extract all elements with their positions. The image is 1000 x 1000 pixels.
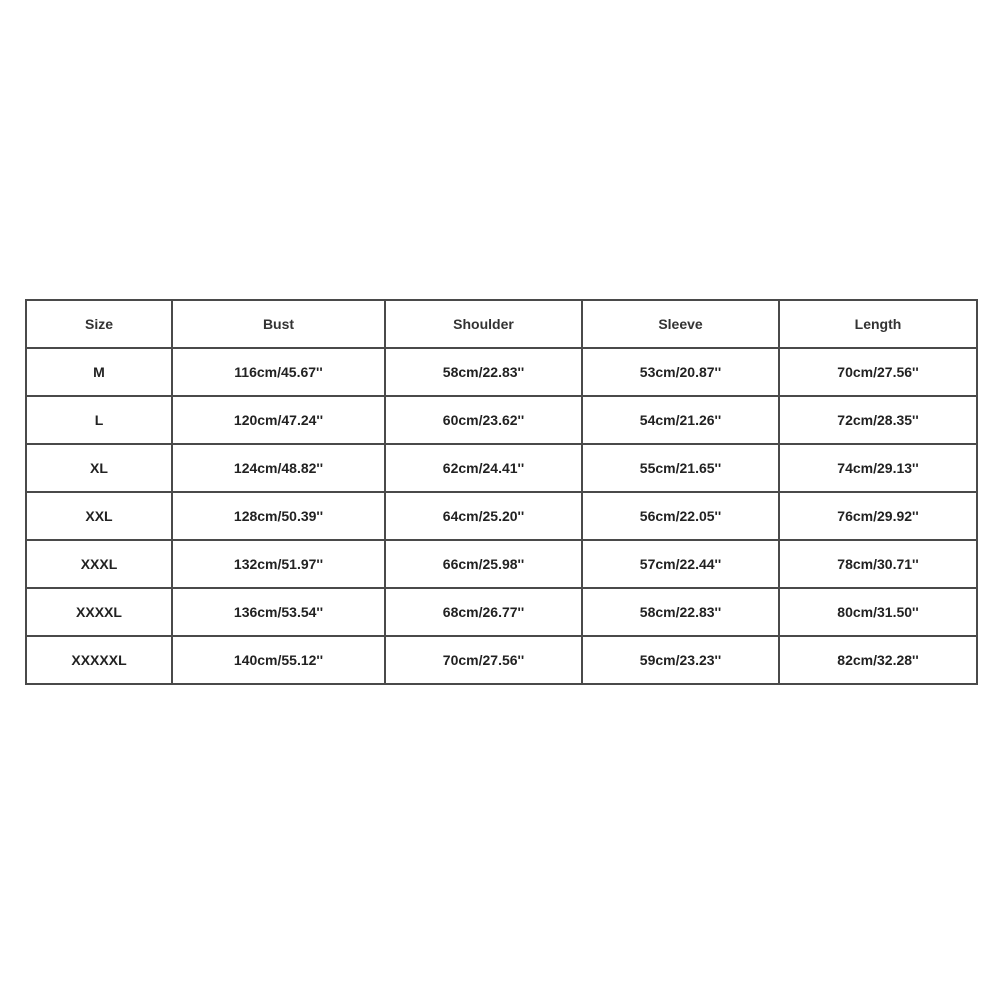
cell-size: L: [26, 396, 172, 444]
cell-bust: 120cm/47.24'': [172, 396, 385, 444]
cell-length: 72cm/28.35'': [779, 396, 977, 444]
cell-bust: 124cm/48.82'': [172, 444, 385, 492]
cell-size: XXXL: [26, 540, 172, 588]
table-row: [26, 540, 977, 588]
table-row: [26, 588, 977, 636]
table-row: [26, 444, 977, 492]
cell-length: 70cm/27.56'': [779, 348, 977, 396]
table-row: [26, 348, 977, 396]
cell-bust: 136cm/53.54'': [172, 588, 385, 636]
cell-sleeve: 55cm/21.65'': [582, 444, 779, 492]
cell-sleeve: 58cm/22.83'': [582, 588, 779, 636]
cell-sleeve: 54cm/21.26'': [582, 396, 779, 444]
cell-shoulder: 58cm/22.83'': [385, 348, 582, 396]
header-sleeve: Sleeve: [582, 300, 779, 348]
cell-sleeve: 59cm/23.23'': [582, 636, 779, 684]
cell-bust: 132cm/51.97'': [172, 540, 385, 588]
cell-bust: 128cm/50.39'': [172, 492, 385, 540]
cell-size: M: [26, 348, 172, 396]
cell-length: 82cm/32.28'': [779, 636, 977, 684]
cell-bust: 140cm/55.12'': [172, 636, 385, 684]
cell-length: 76cm/29.92'': [779, 492, 977, 540]
cell-length: 80cm/31.50'': [779, 588, 977, 636]
size-chart-table: [25, 299, 978, 685]
table-header-row: [26, 300, 977, 348]
header-shoulder: Shoulder: [385, 300, 582, 348]
cell-shoulder: 62cm/24.41'': [385, 444, 582, 492]
cell-shoulder: 64cm/25.20'': [385, 492, 582, 540]
cell-length: 74cm/29.13'': [779, 444, 977, 492]
header-size: Size: [26, 300, 172, 348]
header-bust: Bust: [172, 300, 385, 348]
cell-size: XXXXL: [26, 588, 172, 636]
cell-sleeve: 56cm/22.05'': [582, 492, 779, 540]
cell-length: 78cm/30.71'': [779, 540, 977, 588]
cell-shoulder: 68cm/26.77'': [385, 588, 582, 636]
cell-size: XXXXXL: [26, 636, 172, 684]
cell-sleeve: 53cm/20.87'': [582, 348, 779, 396]
cell-shoulder: 66cm/25.98'': [385, 540, 582, 588]
cell-sleeve: 57cm/22.44'': [582, 540, 779, 588]
header-length: Length: [779, 300, 977, 348]
cell-shoulder: 70cm/27.56'': [385, 636, 582, 684]
table-row: [26, 636, 977, 684]
cell-size: XXL: [26, 492, 172, 540]
table-row: [26, 492, 977, 540]
cell-size: XL: [26, 444, 172, 492]
table-row: [26, 396, 977, 444]
cell-shoulder: 60cm/23.62'': [385, 396, 582, 444]
cell-bust: 116cm/45.67'': [172, 348, 385, 396]
